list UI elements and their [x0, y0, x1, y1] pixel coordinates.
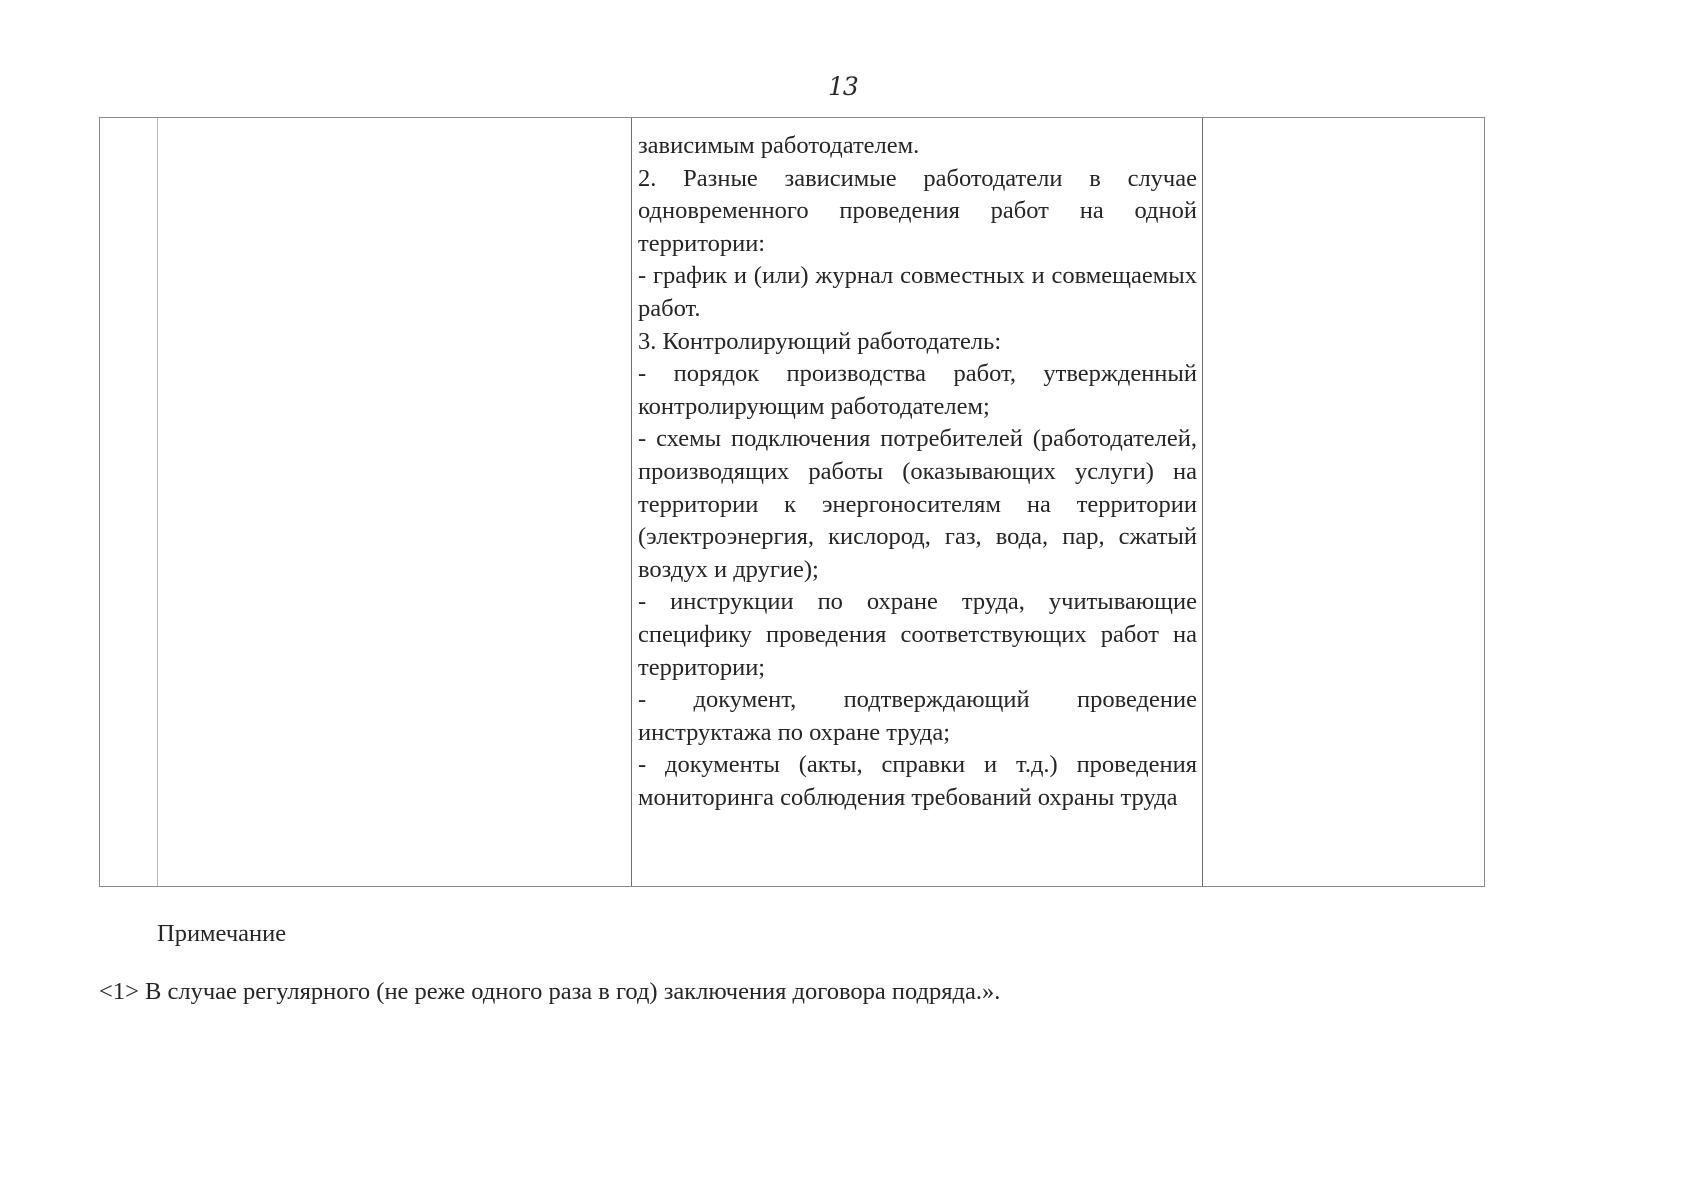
cell-line: - документы (акты, справки и т.д.) проведения мониторинга соблюдения требований охраны труда: [638, 751, 1197, 811]
cell-line: - документ, подтверждающий проведение инструктажа по охране труда;: [638, 686, 1197, 746]
note-title: Примечание: [157, 920, 287, 947]
column-divider-2: [631, 118, 632, 886]
column-divider-1: [157, 118, 158, 886]
column-divider-3: [1202, 118, 1203, 886]
cell-line: - порядок производства работ, утвержденный контролирующим работодателем;: [638, 360, 1197, 420]
cell-line: - схемы подключения потребителей (работодателей, производящих работы (оказывающих услуги) на территории к энергоносителям на территории (электроэнергия, кислород, газ, вода, пар, сжатый воздух и другие);: [638, 425, 1197, 583]
cell-line: - график и (или) журнал совместных и совмещаемых работ.: [638, 262, 1197, 322]
footnote: <1> В случае регулярного (не реже одного раза в год) заключения договора подряда.».: [99, 978, 1001, 1005]
cell-line: - инструкции по охране труда, учитывающие специфику проведения соответствующих работ на территории;: [638, 588, 1197, 681]
cell-line: зависимым работодателем.: [638, 132, 920, 159]
document-table: [99, 117, 1485, 887]
cell-line: 2. Разные зависимые работодатели в случае одновременного проведения работ на одной территории:: [638, 164, 1197, 257]
table-cell-requirements: [638, 130, 1197, 814]
cell-line: 3. Контролирующий работодатель:: [638, 327, 1002, 355]
page-number: 13: [828, 72, 858, 101]
